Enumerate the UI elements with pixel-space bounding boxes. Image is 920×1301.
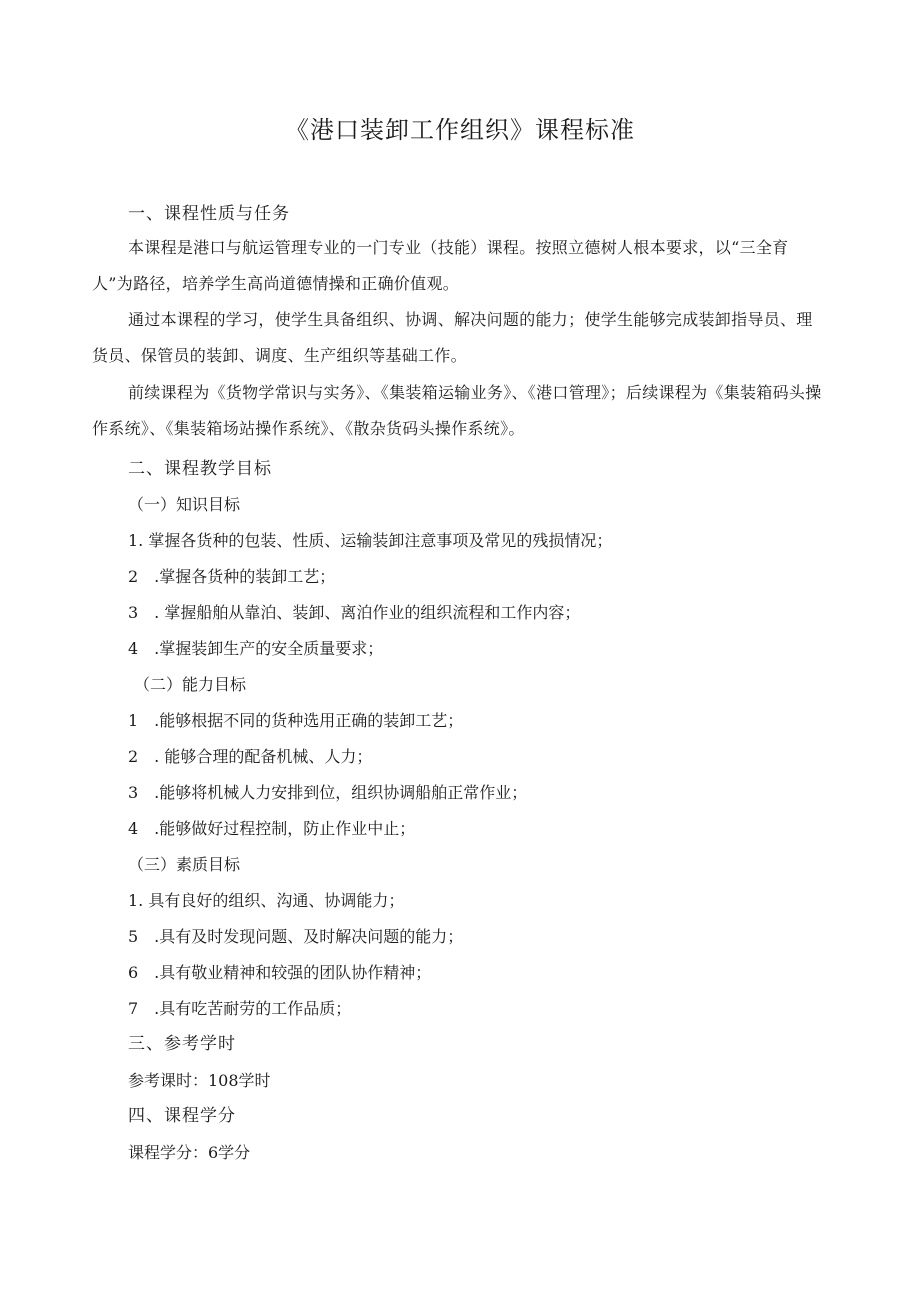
ability-goals-heading: （二）能力目标 — [134, 675, 247, 694]
quality-goal-item: 1. 具有良好的组织、沟通、协调能力； — [128, 891, 405, 910]
quality-goal-item: 6 .具有敬业精神和较强的团队协作精神； — [128, 963, 432, 982]
ability-goal-item: 2 . 能够合理的配备机械、人力； — [128, 747, 373, 766]
ability-goal-item: 4 .能够做好过程控制，防止作业中止； — [128, 819, 416, 838]
course-credits-text: 课程学分：6学分 — [128, 1143, 251, 1162]
knowledge-goal-item: 4 .掌握装卸生产的安全质量要求； — [128, 639, 384, 658]
section-3-heading: 三、参考学时 — [128, 1034, 236, 1054]
quality-goal-item: 7 .具有吃苦耐劳的工作品质； — [128, 999, 352, 1018]
knowledge-goal-item: 1. 掌握各货种的包装、性质、运输装卸注意事项及常见的残损情况； — [128, 531, 613, 550]
section-1-heading: 一、课程性质与任务 — [128, 204, 290, 224]
section-2-heading: 二、课程教学目标 — [128, 459, 272, 479]
knowledge-goal-item: 2 .掌握各货种的装卸工艺； — [128, 567, 336, 586]
quality-goal-item: 5 .具有及时发现问题、及时解决问题的能力； — [128, 927, 464, 946]
knowledge-goals-heading: （一）知识目标 — [128, 495, 241, 514]
quality-goals-heading: （三）素质目标 — [128, 855, 241, 874]
ability-goal-item: 1 .能够根据不同的货种选用正确的装卸工艺； — [128, 711, 464, 730]
section-1-paragraph-1: 本课程是港口与航运管理专业的一门专业（技能）课程。按照立德树人根本要求，以“三全育人”为路径，培养学生高尚道德情操和正确价值观。 — [92, 238, 789, 293]
knowledge-goal-item: 3 . 掌握船舶从靠泊、装卸、离泊作业的组织流程和工作内容； — [128, 603, 581, 622]
document-title: 《港口装卸工作组织》课程标准 — [285, 116, 635, 144]
section-1-paragraph-3: 前续课程为《货物学常识与实务》、《集装箱运输业务》、《港口管理》；后续课程为《集装箱码头操作系统》、《集装箱场站操作系统》、《散杂货码头操作系统》。 — [92, 383, 822, 438]
section-4-heading: 四、课程学分 — [128, 1106, 236, 1126]
ability-goal-item: 3 .能够将机械人力安排到位，组织协调船舶正常作业； — [128, 783, 528, 802]
section-1-paragraph-2: 通过本课程的学习，使学生具备组织、协调、解决问题的能力；使学生能够完成装卸指导员、理货员、保管员的装卸、调度、生产组织等基础工作。 — [92, 310, 813, 365]
reference-hours-text: 参考课时：108学时 — [128, 1071, 271, 1090]
